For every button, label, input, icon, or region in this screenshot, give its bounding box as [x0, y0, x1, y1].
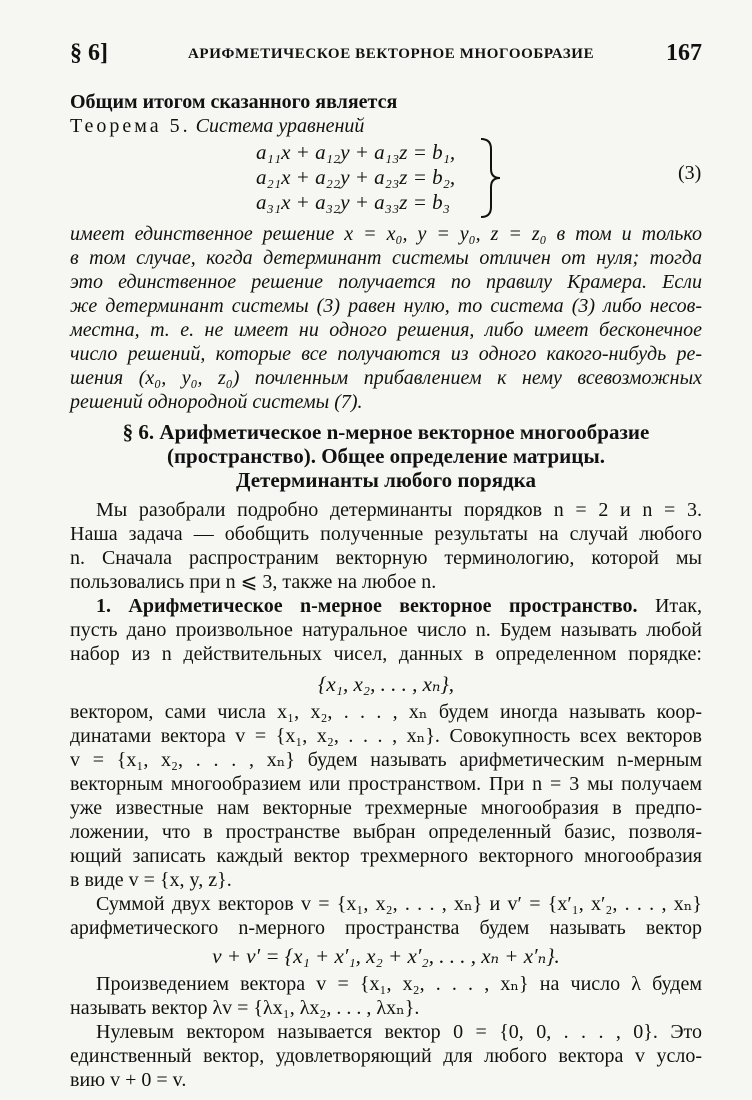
- running-header: [70, 40, 702, 70]
- paragraph-line: вию v + 0 = v.: [70, 1069, 187, 1091]
- subsection-lead: Итак,: [654, 595, 703, 617]
- paragraph-line: единственный вектор, удовлетворяющий для любого вектора v усло-: [70, 1045, 702, 1067]
- theorem-line: имеет единственное решение x = x₀, y = y₀, z = z₀ в том и только: [70, 223, 702, 245]
- theorem-lead: Система уравнений: [195, 115, 365, 137]
- paragraph-line: ющий записать каждый вектор трехмерного векторного многообразия: [70, 845, 702, 867]
- paragraph-line: Мы разобрали подробно детерминанты порядков n = 2 и n = 3.: [96, 499, 702, 521]
- section-heading-line: (пространство). Общее определение матрицы.: [166, 444, 606, 468]
- theorem-line: местна, т. е. не имеет ни одного решения, либо имеет бесконечное: [70, 319, 702, 341]
- paragraph-line: ложении, что в пространстве выбран определенный базис, позволя-: [70, 821, 702, 843]
- paragraph-line: набор из n действительных чисел, данных в определенном порядке:: [70, 643, 702, 665]
- right-brace-icon: [478, 137, 504, 219]
- paragraph-line: арифметического n-мерного пространства будем называть вектор: [70, 917, 702, 939]
- paragraph-line: Нулевым вектором называется вектор 0 = {0, 0, . . . , 0}. Это: [96, 1021, 702, 1043]
- equation-3: a₃₁x + a₃₂y + a₃₃z = b₃: [256, 190, 450, 214]
- subsection-heading: [70, 594, 702, 618]
- paragraph-line: пользовались при n ⩽ 3, также на любое n.: [70, 571, 437, 593]
- section-heading-line: Детерминанты любого порядка: [236, 468, 536, 492]
- paragraph-line: Суммой двух векторов v = {x₁, x₂, . . . , xₙ} и v′ = {x′₁, x′₂, . . . , xₙ}: [96, 893, 702, 915]
- paragraph-line: Наша задача — обобщить полученные результаты на случай любого: [70, 523, 702, 545]
- paragraph-line: векторным многообразием или пространством. При n = 3 мы получаем: [70, 773, 702, 795]
- page-number: 167: [666, 40, 702, 66]
- equation-1: a₁₁x + a₁₂y + a₁₃z = b₁,: [256, 140, 456, 164]
- paragraph-line: в виде v = {x, y, z}.: [70, 869, 232, 891]
- theorem-heading: [70, 114, 702, 138]
- formula-vector-set: {x₁, x₂, . . . , xₙ},: [317, 672, 455, 696]
- paragraph-line: n. Сначала распространим векторную терминологию, которой мы: [70, 547, 702, 569]
- theorem-line: это единственное решение получается по правилу Крамера. Если: [70, 271, 702, 293]
- theorem-label: Теорема 5.: [70, 115, 191, 137]
- subsection-title: 1. Арифметическое n-мерное векторное пространство.: [96, 595, 638, 617]
- formula-vector-sum: v + v′ = {x₁ + x′₁, x₂ + x′₂, . . . , xₙ + x′ₙ}.: [212, 944, 560, 968]
- theorem-line: же детерминант системы (3) равен нулю, то система (3) либо несов-: [70, 295, 702, 317]
- paragraph-line: Произведением вектора v = {x₁, x₂, . . . , xₙ} на число λ будем: [96, 973, 702, 995]
- equation-2: a₂₁x + a₂₂y + a₂₃z = b₂,: [256, 165, 456, 189]
- paragraph-line: пусть дано произвольное натуральное число n. Будем называть любой: [70, 619, 702, 641]
- paragraph-line: уже известные нам векторные трехмерные многообразия в предпо-: [70, 797, 702, 819]
- intro-line: Общим итогом сказанного является: [70, 91, 398, 113]
- header-title: АРИФМЕТИЧЕСКОЕ ВЕКТОРНОЕ МНОГООБРАЗИЕ: [188, 46, 595, 62]
- theorem-line: число решений, которые все получаются из одного какого-нибудь ре-: [70, 343, 702, 365]
- theorem-line: в том случае, когда детерминант системы отличен от нуля; тогда: [70, 247, 702, 269]
- paragraph-line: называть вектор λv = {λx₁, λx₂, . . . , λxₙ}.: [70, 997, 420, 1019]
- paragraph-line: v = {x₁, x₂, . . . , xₙ} будем называть арифметическим n-мерным: [70, 749, 702, 771]
- paragraph-line: вектором, сами числа x₁, x₂, . . . , xₙ будем иногда называть коор-: [70, 701, 702, 723]
- theorem-line: шения (x₀, y₀, z₀) почленным прибавлением к нему всевозможных: [70, 367, 702, 389]
- equation-number: (3): [678, 162, 702, 184]
- paragraph-line: динатами вектора v = {x₁, x₂, . . . , xₙ}. Совокупность всех векторов: [70, 725, 702, 747]
- header-section: § 6]: [70, 40, 108, 66]
- section-heading-line: § 6. Арифметическое n-мерное векторное многообразие: [122, 420, 650, 444]
- theorem-line: решений однородной системы (7).: [70, 391, 363, 413]
